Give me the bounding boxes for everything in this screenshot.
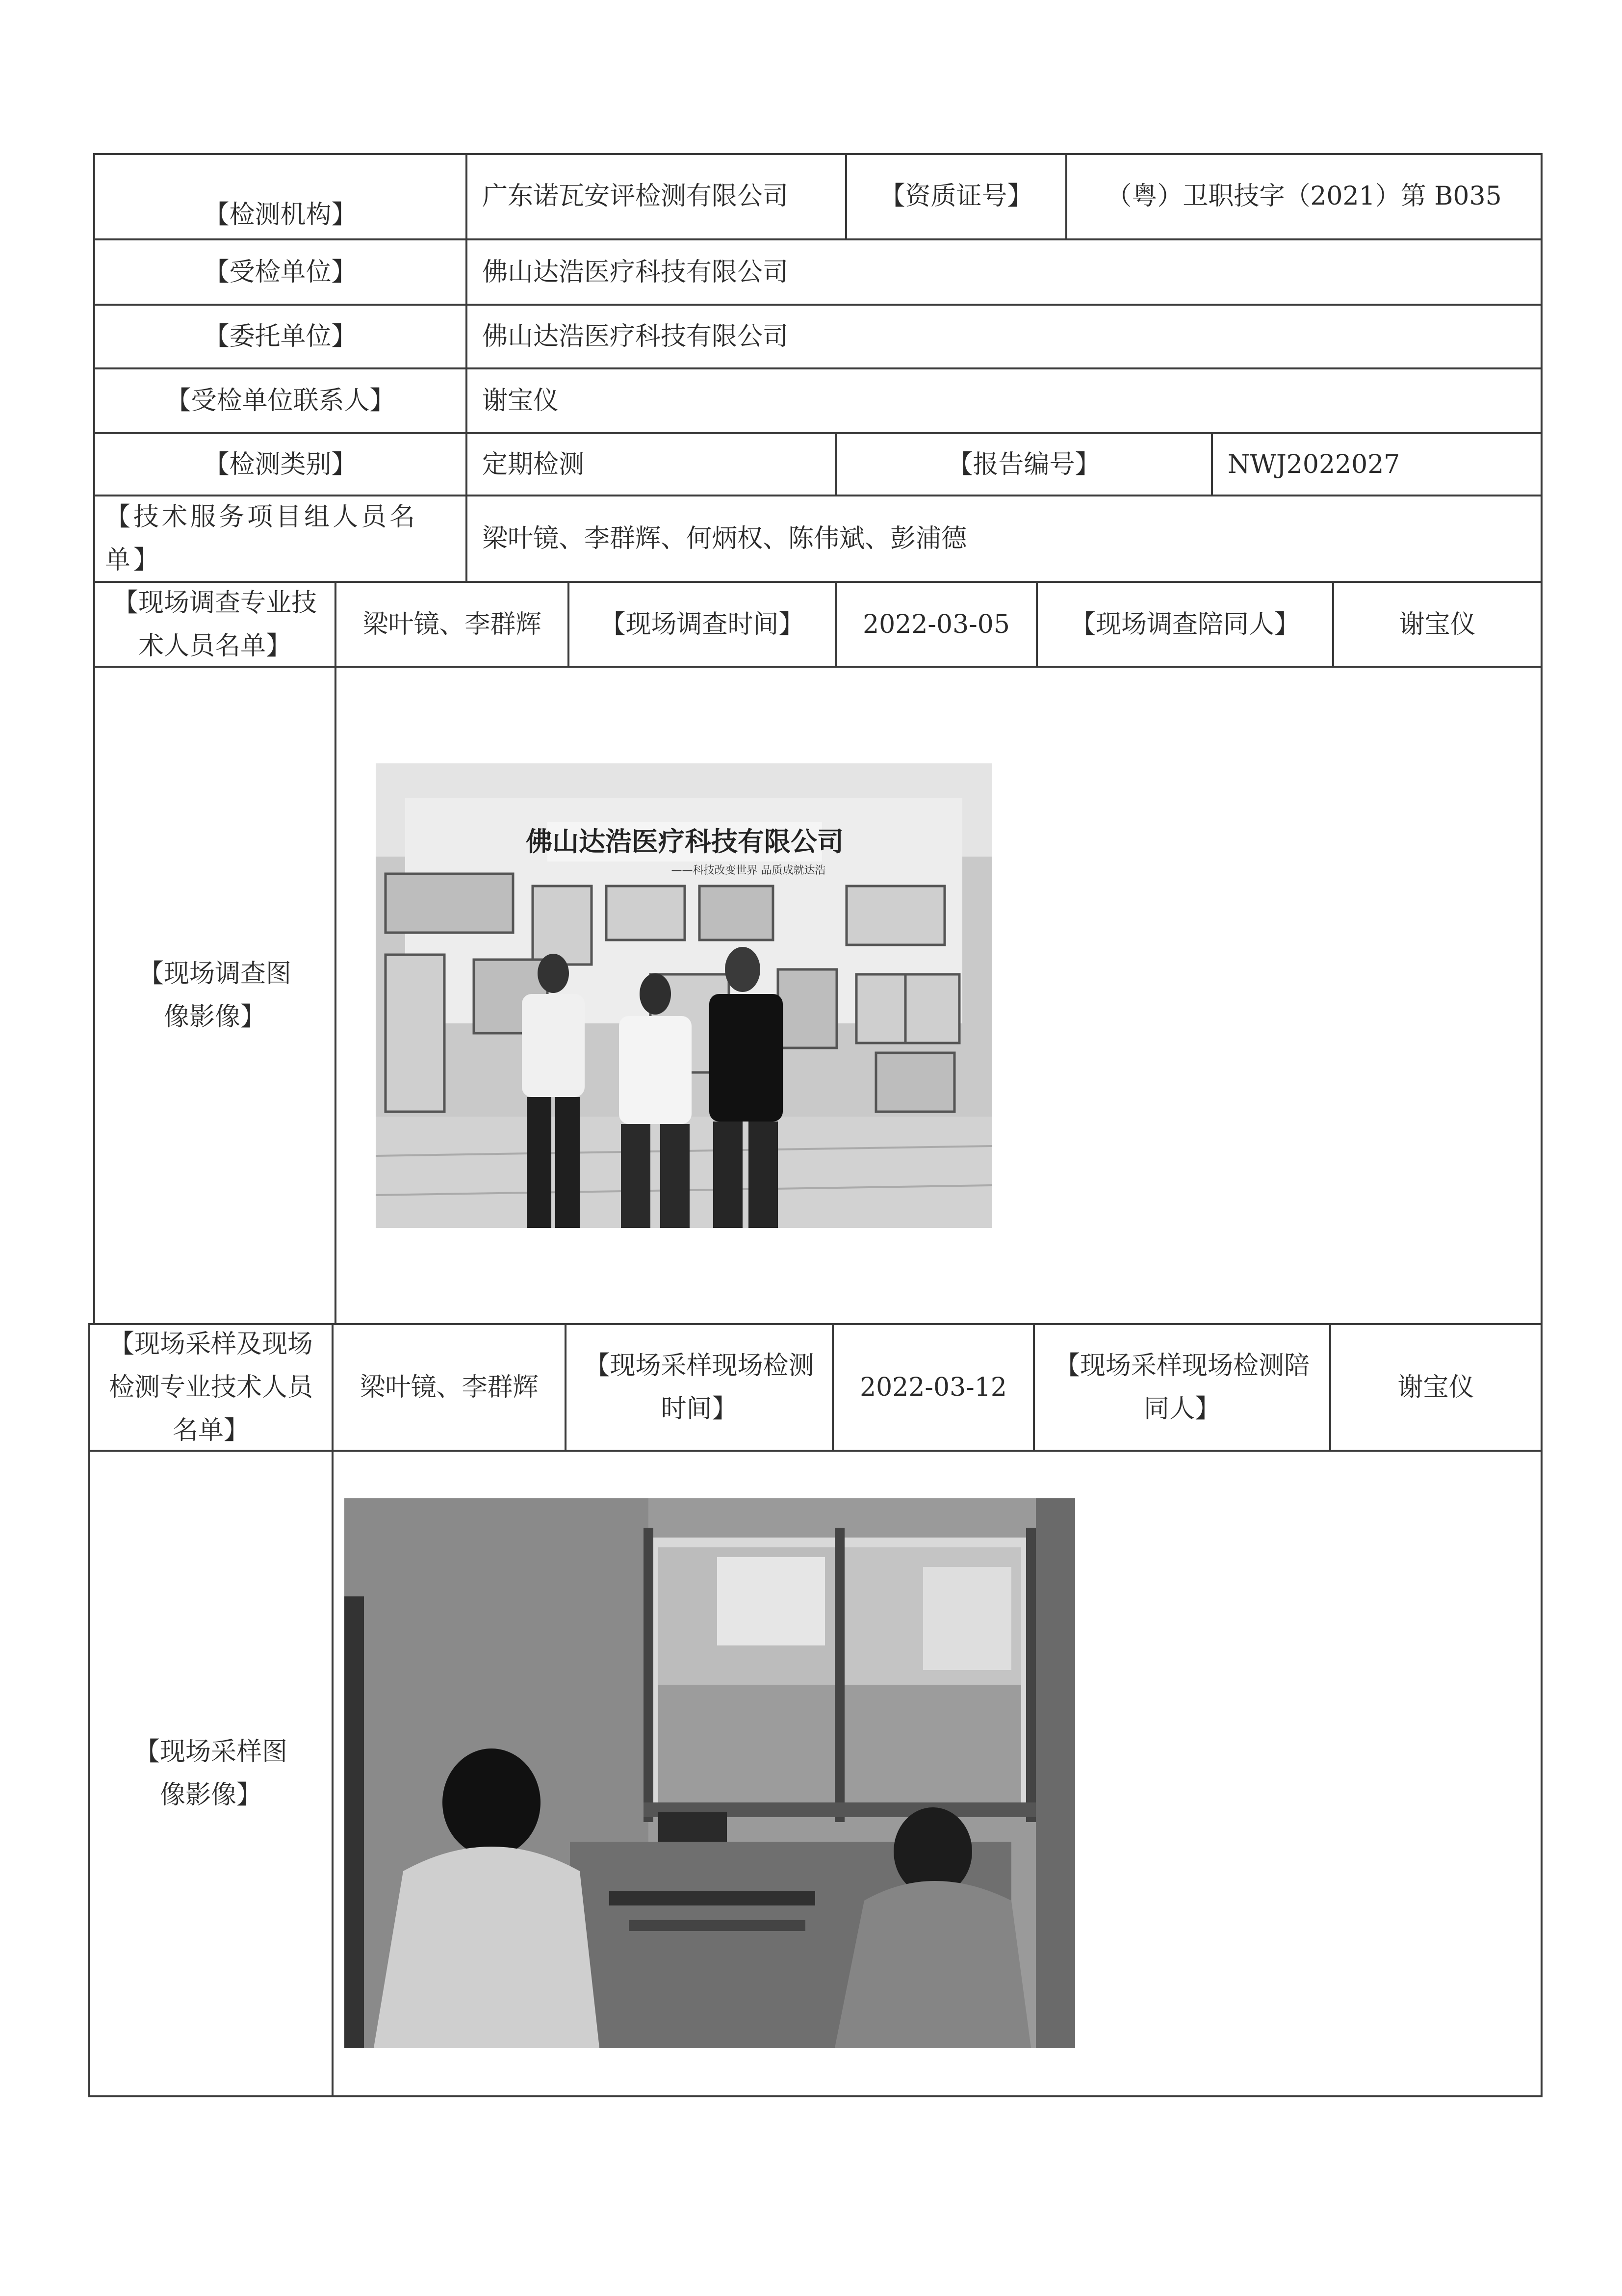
entrusting-unit-label: 【委托单位】 [93, 304, 467, 369]
sampling-time-label: 【现场采样现场检测时间】 [565, 1323, 834, 1452]
sampling-time-value: 2022-03-12 [832, 1323, 1035, 1452]
sign-company-text: 佛山达浩医疗科技有限公司 [526, 826, 844, 857]
inspected-unit-value: 佛山达浩医疗科技有限公司 [465, 238, 1543, 306]
sampling-staff-value: 梁叶镜、李群辉 [332, 1323, 566, 1452]
agency-value: 广东诺瓦安评检测有限公司 [465, 153, 847, 240]
survey-escort-label: 【现场调查陪同人】 [1036, 581, 1334, 668]
sampling-staff-label: 【现场采样及现场检测专业技术人员名单】 [88, 1323, 334, 1452]
survey-photo [376, 763, 992, 1228]
sampling-photo [344, 1498, 1075, 2048]
contact-label: 【受检单位联系人】 [93, 367, 467, 434]
survey-escort-value: 谢宝仪 [1332, 581, 1543, 668]
cert-label: 【资质证号】 [845, 153, 1067, 240]
survey-image-label: 【现场调查图像影像】 [93, 666, 336, 1325]
cert-value: （粤）卫职技字（2021）第 B035 [1065, 153, 1543, 240]
inspected-unit-label: 【受检单位】 [93, 238, 467, 306]
contact-value: 谢宝仪 [465, 367, 1543, 434]
sampling-escort-label: 【现场采样现场检测陪同人】 [1033, 1323, 1331, 1452]
sign-slogan-text: ——科技改变世界 品质成就达浩 [671, 864, 826, 877]
team-label: 【技术服务项目组人员名单】 [93, 495, 467, 583]
category-label: 【检测类别】 [93, 432, 467, 496]
report-number-label: 【报告编号】 [835, 432, 1213, 496]
sampling-image-label: 【现场采样图像影像】 [88, 1450, 334, 2097]
category-value: 定期检测 [465, 432, 837, 496]
survey-staff-value: 梁叶镜、李群辉 [335, 581, 569, 668]
survey-time-label: 【现场调查时间】 [567, 581, 837, 668]
entrusting-unit-value: 佛山达浩医疗科技有限公司 [465, 304, 1543, 369]
team-value: 梁叶镜、李群辉、何炳权、陈伟斌、彭浦德 [465, 495, 1543, 583]
report-number-value: NWJ2022027 [1211, 432, 1543, 496]
sampling-escort-value: 谢宝仪 [1329, 1323, 1543, 1452]
survey-time-value: 2022-03-05 [835, 581, 1038, 668]
survey-staff-label: 【现场调查专业技术人员名单】 [93, 581, 336, 668]
agency-label: 【检测机构】 [93, 153, 467, 240]
